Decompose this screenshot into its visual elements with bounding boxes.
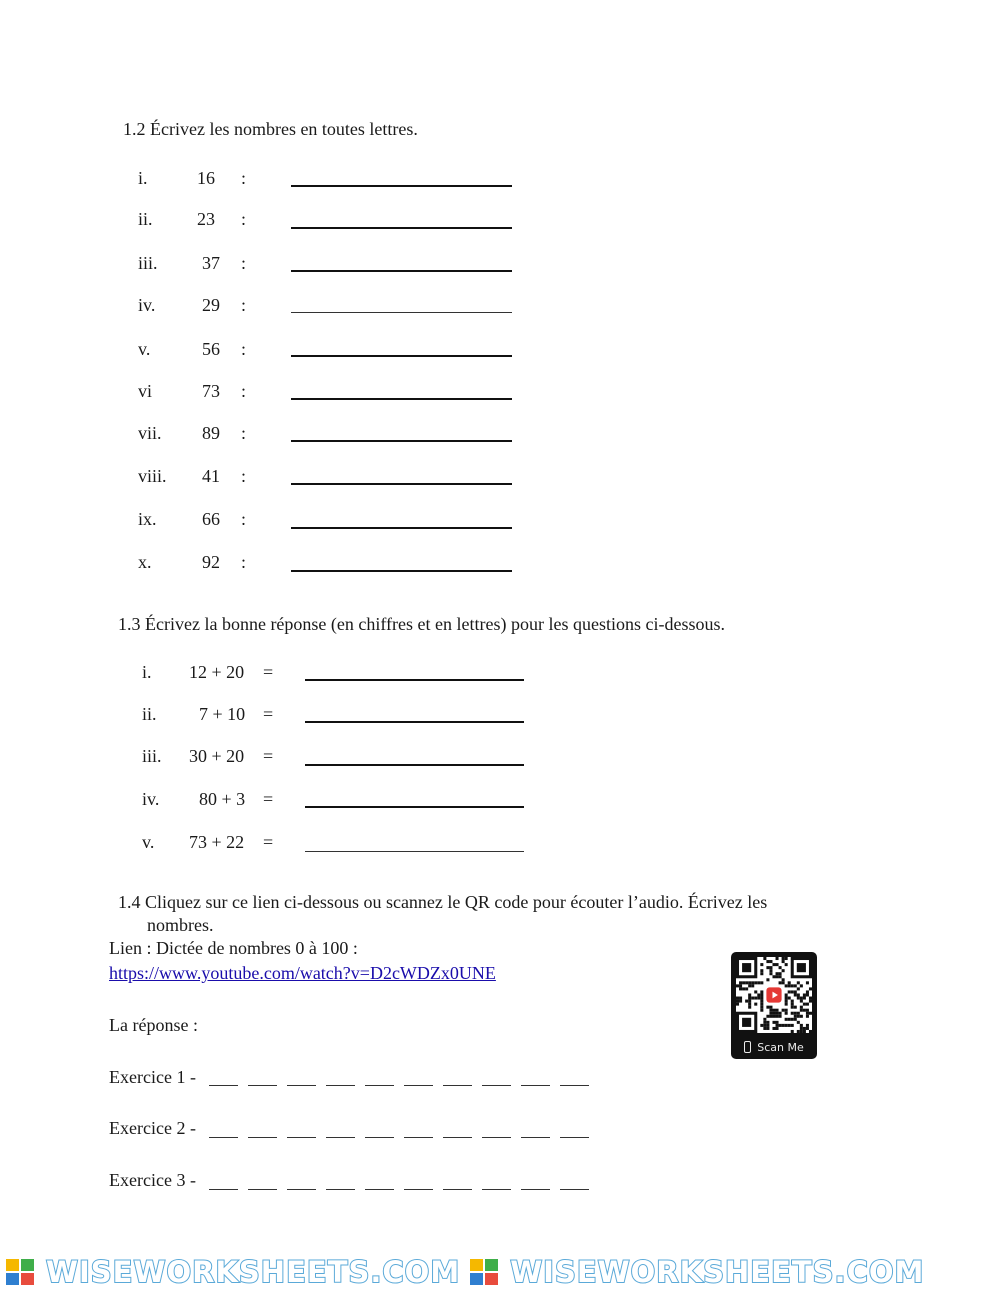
blank-line[interactable] xyxy=(482,1189,511,1190)
exercise-label: Exercice 2 - xyxy=(109,1118,196,1138)
answer-line[interactable] xyxy=(305,721,524,723)
brand-logo-icon xyxy=(470,1259,502,1285)
blank-line[interactable] xyxy=(560,1137,589,1138)
item-equals: = xyxy=(263,789,274,809)
blank-line[interactable] xyxy=(482,1085,511,1086)
blank-line[interactable] xyxy=(404,1085,433,1086)
blank-line[interactable] xyxy=(287,1189,316,1190)
item-label: iv. xyxy=(138,295,156,315)
youtube-link[interactable]: https://www.youtube.com/watch?v=D2cWDZx0UNE xyxy=(109,963,496,983)
item-sep: : xyxy=(241,253,247,273)
item-expression: 73 + 22 xyxy=(189,832,245,852)
blank-line[interactable] xyxy=(521,1085,550,1086)
answer-line[interactable] xyxy=(291,270,512,272)
item-label: v. xyxy=(142,832,155,852)
blank-line[interactable] xyxy=(521,1137,550,1138)
blank-line[interactable] xyxy=(326,1085,355,1086)
blank-line[interactable] xyxy=(404,1137,433,1138)
item-number: 89 xyxy=(202,423,220,443)
item-sep: : xyxy=(241,295,247,315)
blank-line[interactable] xyxy=(482,1137,511,1138)
blank-line[interactable] xyxy=(326,1137,355,1138)
link-label: Lien : Dictée de nombres 0 à 100 : xyxy=(109,938,358,958)
section-1-2-title: 1.2 Écrivez les nombres en toutes lettres. xyxy=(123,119,418,139)
item-label: ii. xyxy=(142,704,157,724)
blank-line[interactable] xyxy=(209,1189,238,1190)
footer-banner xyxy=(0,1256,1000,1288)
blank-line[interactable] xyxy=(443,1085,472,1086)
section-1-4-title: 1.4 Cliquez sur ce lien ci-dessous ou scannez le QR code pour écouter l’audio. Écrivez les xyxy=(118,892,768,912)
item-label: i. xyxy=(142,662,152,682)
answer-line[interactable] xyxy=(291,527,512,529)
item-label: vii. xyxy=(138,423,162,443)
footer-brand-text: WISEWORKSHEETS.COM xyxy=(46,1256,461,1288)
blank-line[interactable] xyxy=(209,1085,238,1086)
blank-line[interactable] xyxy=(365,1189,394,1190)
item-label: x. xyxy=(138,552,152,572)
blank-line[interactable] xyxy=(248,1189,277,1190)
answer-line[interactable] xyxy=(291,483,512,485)
blank-line[interactable] xyxy=(521,1189,550,1190)
item-sep: : xyxy=(241,423,247,443)
item-sep: : xyxy=(241,168,247,188)
item-label: iii. xyxy=(142,746,162,766)
brand-logo-icon xyxy=(6,1259,38,1285)
item-equals: = xyxy=(263,704,274,724)
answer-line[interactable] xyxy=(291,312,512,313)
item-label: vi xyxy=(138,381,153,401)
blank-line[interactable] xyxy=(248,1085,277,1086)
item-number: 23 xyxy=(197,209,215,229)
exercise-label: Exercice 3 - xyxy=(109,1170,196,1190)
section-1-4-title-cont: nombres. xyxy=(147,915,214,935)
answer-line[interactable] xyxy=(291,227,512,229)
item-number: 41 xyxy=(202,466,220,486)
item-number: 56 xyxy=(202,339,220,359)
item-label: iii. xyxy=(138,253,158,273)
blank-line[interactable] xyxy=(287,1085,316,1086)
item-equals: = xyxy=(263,832,274,852)
item-number: 16 xyxy=(197,168,215,188)
blank-line[interactable] xyxy=(365,1137,394,1138)
item-label: ix. xyxy=(138,509,157,529)
item-number: 37 xyxy=(202,253,220,273)
item-label: ii. xyxy=(138,209,153,229)
item-sep: : xyxy=(241,339,247,359)
answer-line[interactable] xyxy=(305,764,524,766)
item-sep: : xyxy=(241,466,247,486)
answer-label: La réponse : xyxy=(109,1015,198,1035)
item-number: 92 xyxy=(202,552,220,572)
item-equals: = xyxy=(263,662,274,682)
qr-caption-text: Scan Me xyxy=(757,1040,804,1054)
answer-line[interactable] xyxy=(305,679,524,681)
answer-line[interactable] xyxy=(291,440,512,442)
item-expression: 12 + 20 xyxy=(189,662,245,682)
answer-line[interactable] xyxy=(291,570,512,572)
item-expression: 30 + 20 xyxy=(189,746,245,766)
item-equals: = xyxy=(263,746,274,766)
blank-line[interactable] xyxy=(560,1085,589,1086)
answer-line[interactable] xyxy=(291,398,512,400)
item-number: 66 xyxy=(202,509,220,529)
qr-caption xyxy=(731,1039,817,1055)
answer-line[interactable] xyxy=(291,185,512,187)
qr-code[interactable] xyxy=(731,952,817,1059)
item-expression: 7 + 10 xyxy=(199,704,246,724)
blank-line[interactable] xyxy=(365,1085,394,1086)
footer-brand-text: WISEWORKSHEETS.COM xyxy=(510,1256,925,1288)
blank-line[interactable] xyxy=(248,1137,277,1138)
blank-line[interactable] xyxy=(287,1137,316,1138)
answer-line[interactable] xyxy=(291,355,512,357)
item-expression: 80 + 3 xyxy=(199,789,246,809)
blank-line[interactable] xyxy=(404,1189,433,1190)
blank-line[interactable] xyxy=(443,1137,472,1138)
item-label: i. xyxy=(138,168,148,188)
answer-line[interactable] xyxy=(305,806,524,808)
item-label: v. xyxy=(138,339,151,359)
item-sep: : xyxy=(241,509,247,529)
blank-line[interactable] xyxy=(326,1189,355,1190)
blank-line[interactable] xyxy=(560,1189,589,1190)
exercise-label: Exercice 1 - xyxy=(109,1067,196,1087)
blank-line[interactable] xyxy=(443,1189,472,1190)
item-label: viii. xyxy=(138,466,167,486)
qr-pattern-icon xyxy=(736,957,812,1033)
item-label: iv. xyxy=(142,789,160,809)
item-sep: : xyxy=(241,381,247,401)
item-sep: : xyxy=(241,209,247,229)
item-number: 73 xyxy=(202,381,220,401)
item-number: 29 xyxy=(202,295,220,315)
phone-icon xyxy=(744,1041,751,1053)
section-1-3-title: 1.3 Écrivez la bonne réponse (en chiffres et en lettres) pour les questions ci-dessous. xyxy=(118,614,725,634)
item-sep: : xyxy=(241,552,247,572)
answer-line[interactable] xyxy=(305,851,524,852)
blank-line[interactable] xyxy=(209,1137,238,1138)
